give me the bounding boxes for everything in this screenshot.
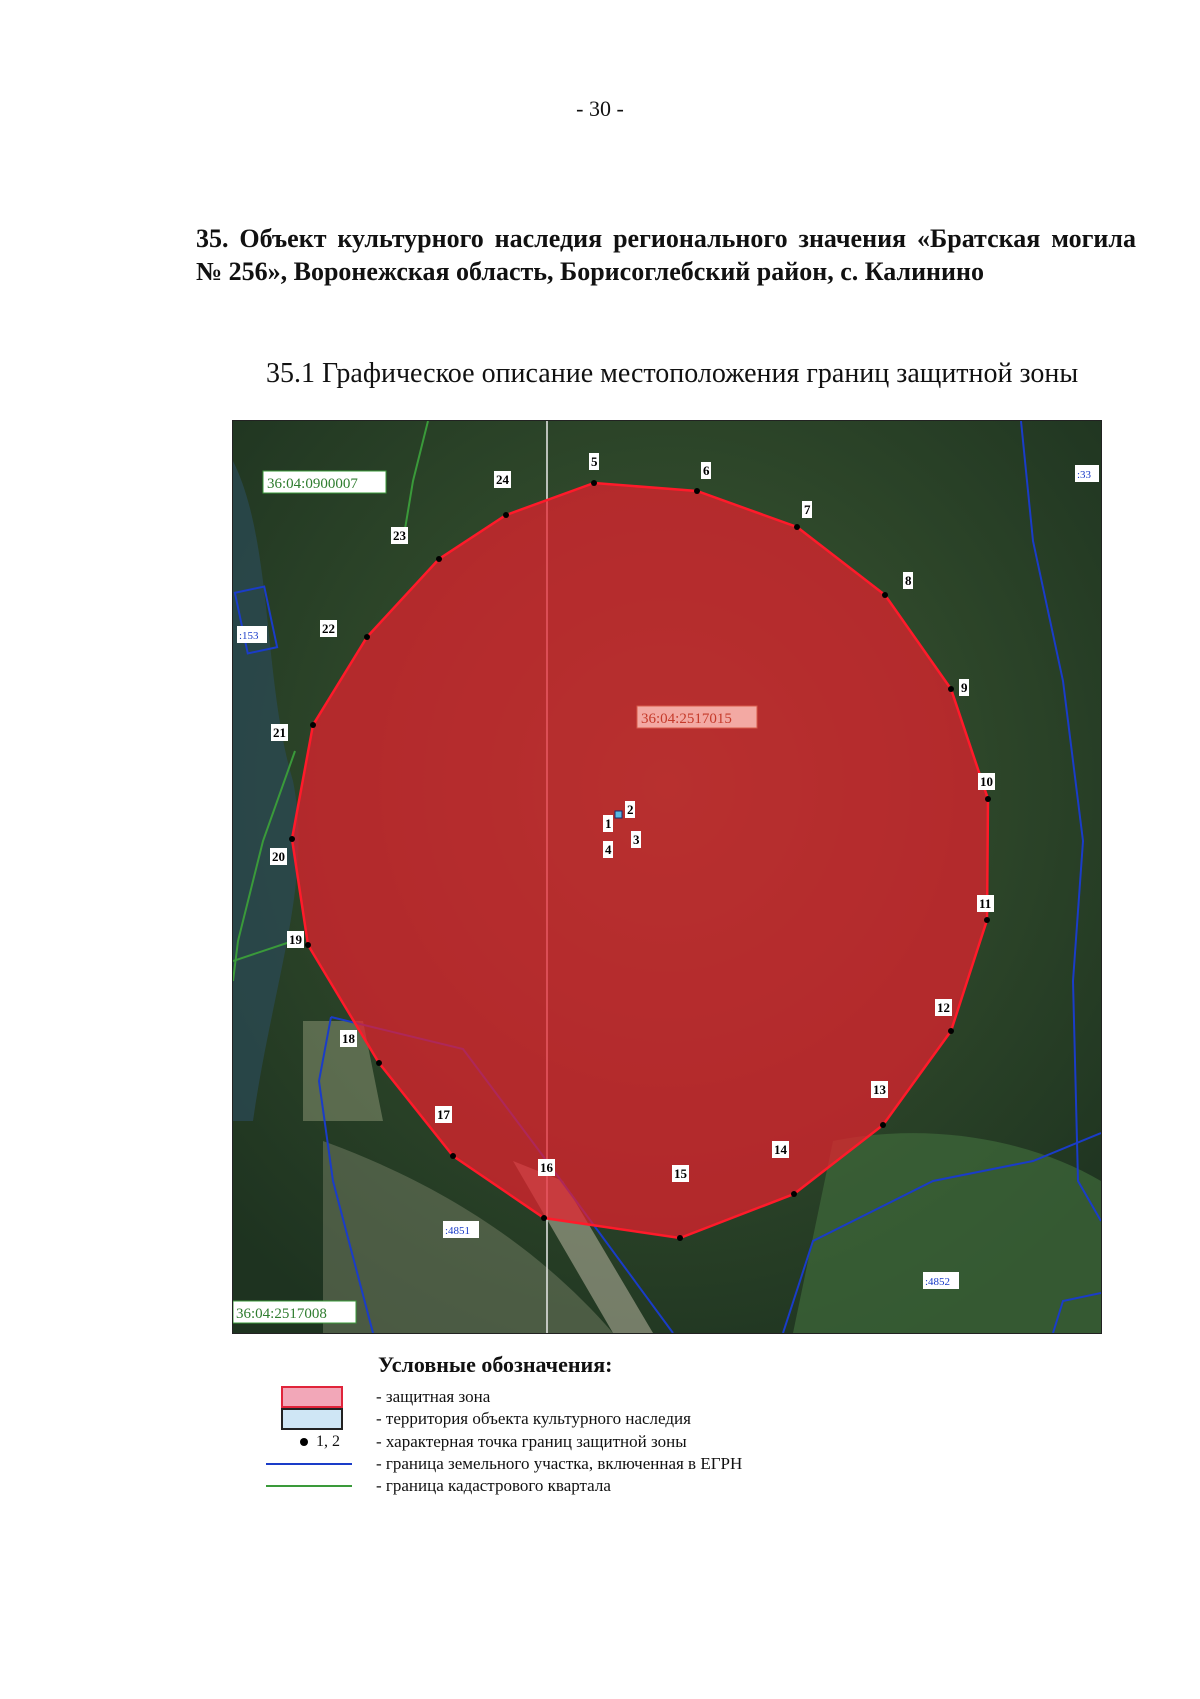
section-subheading: 35.1 Графическое описание местоположения границ защитной зоны <box>266 358 1079 389</box>
point-label-18 <box>340 1030 357 1047</box>
svg-text:10: 10 <box>980 774 993 789</box>
point-label-7 <box>802 501 812 518</box>
quarter-label-sw <box>233 1301 356 1323</box>
point-label-4 <box>603 841 613 858</box>
point-dot-icon <box>300 1438 308 1446</box>
svg-text:18: 18 <box>342 1031 355 1046</box>
point-label-22 <box>320 620 337 637</box>
legend-item-point <box>266 1431 966 1453</box>
legend-item-quarter-boundary <box>266 1475 966 1497</box>
point-label-16 <box>538 1159 555 1176</box>
svg-text:17: 17 <box>437 1107 450 1122</box>
quarter-label-center <box>637 706 757 728</box>
svg-text:8: 8 <box>905 573 912 588</box>
svg-text:20: 20 <box>272 849 285 864</box>
legend-item-zone <box>266 1386 966 1408</box>
map-canvas <box>233 421 1101 1333</box>
territory-swatch <box>266 1408 352 1430</box>
legend-item-label: - граница земельного участка, включенная в ЕГРН <box>376 1454 743 1473</box>
point-label-14 <box>772 1141 789 1158</box>
point-label-6 <box>701 462 711 479</box>
green-line-symbol <box>266 1475 352 1497</box>
svg-text:21: 21 <box>273 725 286 740</box>
svg-text:6: 6 <box>703 463 710 478</box>
point-label-1 <box>603 815 613 832</box>
svg-text:5: 5 <box>591 454 598 469</box>
svg-text:19: 19 <box>289 932 302 947</box>
map-view[interactable] <box>232 420 1102 1334</box>
point-label-2 <box>625 801 635 818</box>
point-label-10 <box>978 773 995 790</box>
point-label-3 <box>631 831 641 848</box>
legend-item-territory <box>266 1408 966 1430</box>
legend-item-label: - граница кадастрового квартала <box>376 1476 611 1495</box>
legend-item-label: - защитная зона <box>376 1387 491 1406</box>
point-label-12 <box>935 999 952 1016</box>
point-label-24 <box>494 471 511 488</box>
point-label-13 <box>871 1081 888 1098</box>
svg-text:4: 4 <box>605 842 612 857</box>
svg-text:16: 16 <box>540 1160 553 1175</box>
svg-text:22: 22 <box>322 621 335 636</box>
svg-text:9: 9 <box>961 680 968 695</box>
point-label-21 <box>271 724 288 741</box>
point-label-11 <box>977 895 994 912</box>
point-label-9 <box>959 679 969 696</box>
zone-swatch <box>266 1386 352 1408</box>
svg-text:24: 24 <box>496 472 509 487</box>
svg-text:15: 15 <box>674 1166 687 1181</box>
point-label-17 <box>435 1106 452 1123</box>
svg-text:14: 14 <box>774 1142 787 1157</box>
blue-line-symbol <box>266 1453 352 1475</box>
svg-text:23: 23 <box>393 528 406 543</box>
parcel-label-4852 <box>923 1272 959 1289</box>
svg-text:13: 13 <box>873 1082 886 1097</box>
legend-item-parcel-boundary <box>266 1453 966 1475</box>
svg-text:1: 1 <box>605 816 612 831</box>
point-label-8 <box>903 572 913 589</box>
svg-text:36:04:0900007: 36:04:0900007 <box>267 476 358 492</box>
svg-text::153: :153 <box>239 630 259 642</box>
point-label-23 <box>391 527 408 544</box>
object-heading: 35. Объект культурного наследия регионального значения «Братская могила № 256», Воронежская область, Борисоглебский район, с. Калинино <box>196 224 1136 286</box>
point-label-19 <box>287 931 304 948</box>
legend-title: Условные обозначения: <box>378 1352 613 1377</box>
svg-text:36:04:2517015: 36:04:2517015 <box>641 711 732 727</box>
quarter-label-nw <box>263 471 386 493</box>
svg-text::4851: :4851 <box>445 1225 471 1237</box>
point-symbol <box>266 1431 352 1453</box>
forest-area <box>793 1133 1101 1333</box>
point-label-15 <box>672 1165 689 1182</box>
svg-text:36:04:2517008: 36:04:2517008 <box>236 1306 327 1322</box>
parcel-label-33 <box>1075 465 1099 482</box>
heritage-territory[interactable] <box>615 811 622 818</box>
point-label-20 <box>270 848 287 865</box>
parcel-label-4851 <box>443 1221 479 1238</box>
page-number: - 30 - <box>576 96 624 121</box>
svg-text:2: 2 <box>627 802 634 817</box>
svg-text:3: 3 <box>633 832 640 847</box>
svg-text:11: 11 <box>979 896 992 911</box>
svg-text:7: 7 <box>804 502 811 517</box>
svg-text:12: 12 <box>937 1000 950 1015</box>
legend-item-label: - территория объекта культурного наследия <box>376 1409 691 1428</box>
svg-text::4852: :4852 <box>925 1276 951 1288</box>
legend-item-label: - характерная точка границ защитной зоны <box>376 1432 687 1451</box>
point-label-5 <box>589 453 599 470</box>
svg-text::33: :33 <box>1077 469 1092 481</box>
point-symbol-label: 1, 2 <box>316 1433 340 1450</box>
parcel-label-153 <box>237 626 267 643</box>
